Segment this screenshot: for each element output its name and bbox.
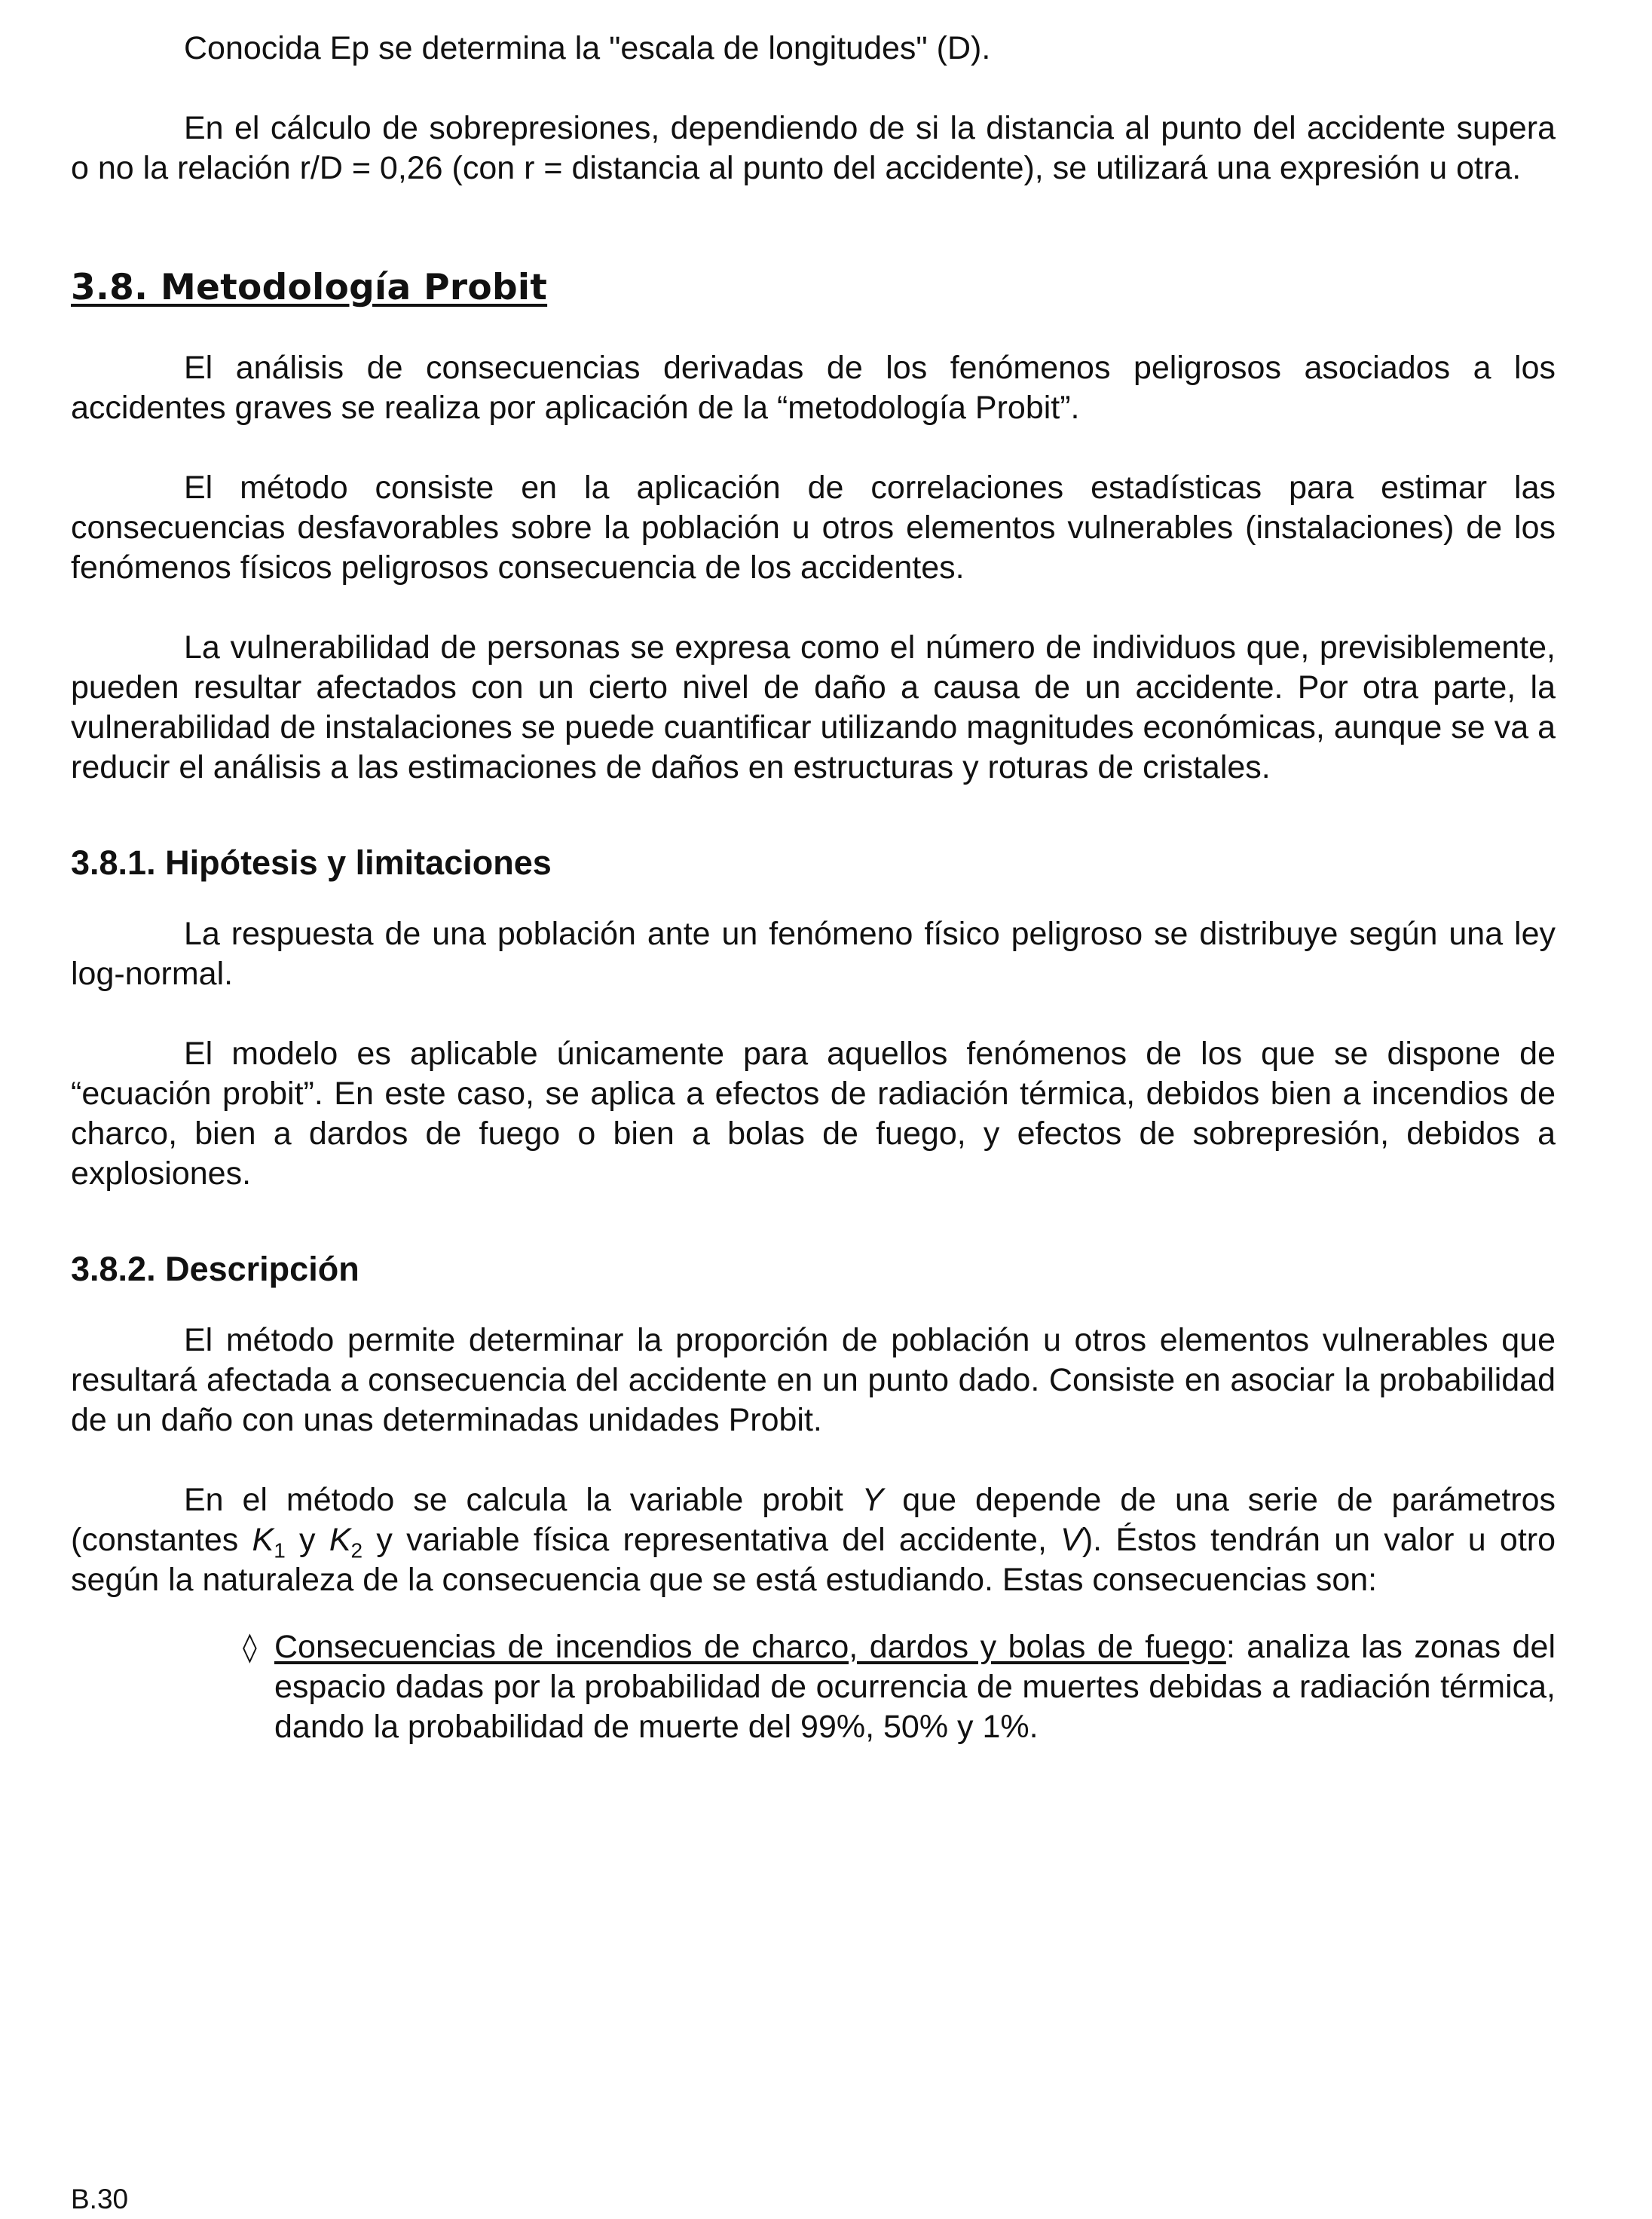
probit-text-3: y (285, 1522, 329, 1558)
probit-text-2: que depende de una serie de parámetros (constantes (71, 1482, 1556, 1558)
paragraph-metodo-proporcion: El método permite determinar la proporción de población u otros elementos vulnerables que resultará afectada a consecuencia del accidente en un punto dado. Consiste en asociar la probabilidad de un daño con unas determinadas unidades Probit. (71, 1322, 1556, 1438)
page-number: B.30 (71, 2184, 129, 2214)
bullet-title: Consecuencias de incendios de charco, dardos y bolas de fuego (274, 1629, 1226, 1665)
paragraph-sobrepresiones: En el cálculo de sobrepresiones, dependiendo de si la distancia al punto del accidente supera o no la relación r/D = 0,26 (con r = distancia al punto del accidente), se utilizará una expresión u otra. (71, 110, 1556, 186)
subsection-heading-descripcion: 3.8.2. Descripción (71, 1250, 359, 1288)
paragraph-metodo-correlaciones: El método consiste en la aplicación de correlaciones estadísticas para estimar las consecuencias desfavorables sobre la población u otros elementos vulnerables (instalaciones) de los fenómenos físicos peligrosos consecuencia de los accidentes. (71, 470, 1556, 586)
diamond-bullet-icon: ◊ (243, 1630, 257, 1663)
page-content (71, 29, 1556, 1747)
paragraph-escala-longitudes: Conocida Ep se determina la "escala de longitudes" (D). (184, 30, 991, 66)
variable-v: V (1060, 1522, 1082, 1558)
bullet-item-incendios (243, 1627, 1556, 1747)
paragraph-vulnerabilidad: La vulnerabilidad de personas se expresa como el número de individuos que, previsiblemente, pueden resultar afectados con un cierto nivel de daño a causa de un accidente. Por otra parte, la vulnerabilidad de instalaciones se puede cuantificar utilizando magnitudes económicas, aunque se va a reducir el análisis a las estimaciones de daños en estructuras y roturas de cristales. (71, 629, 1556, 785)
subscript-2: 2 (350, 1538, 363, 1562)
subsection-heading-hipotesis: 3.8.1. Hipótesis y limitaciones (71, 843, 552, 882)
paragraph-analisis-consecuencias: El análisis de consecuencias derivadas de los fenómenos peligrosos asociados a los accidentes graves se realiza por aplicación de la “metodología Probit”. (71, 350, 1556, 426)
bullet-text (274, 1627, 1556, 1747)
bullet-description: : analiza las zonas del espacio dadas por la probabilidad de ocurrencia de muertes debidas a radiación térmica, dando la probabilidad de muerte del 99%, 50% y 1%. (274, 1629, 1556, 1745)
constant-k1: K (252, 1522, 274, 1558)
paragraph-modelo-aplicable: El modelo es aplicable únicamente para aquellos fenómenos de los que se dispone de “ecuación probit”. En este caso, se aplica a efectos de radiación térmica, debidos bien a incendios de charco, bien a dardos de fuego o bien a bolas de fuego, y efectos de sobrepresión, debidos a explosiones. (71, 1036, 1556, 1192)
subscript-1: 1 (274, 1538, 286, 1562)
constant-k2: K (329, 1522, 351, 1558)
probit-text-5: ). Éstos tendrán un valor u otro según la naturaleza de la consecuencia que se está estudiando. Estas consecuencias son: (71, 1522, 1556, 1598)
paragraph-variable-probit (71, 1480, 1556, 1600)
probit-text-1: En el método se calcula la variable probit (184, 1482, 862, 1518)
paragraph-respuesta-log-normal: La respuesta de una población ante un fenómeno físico peligroso se distribuye según una ley log-normal. (71, 916, 1556, 992)
section-heading-metodologia-probit: 3.8. Metodología Probit (71, 267, 548, 308)
variable-y: Y (861, 1482, 884, 1518)
probit-text-4: y variable física representativa del accidente, (363, 1522, 1061, 1558)
